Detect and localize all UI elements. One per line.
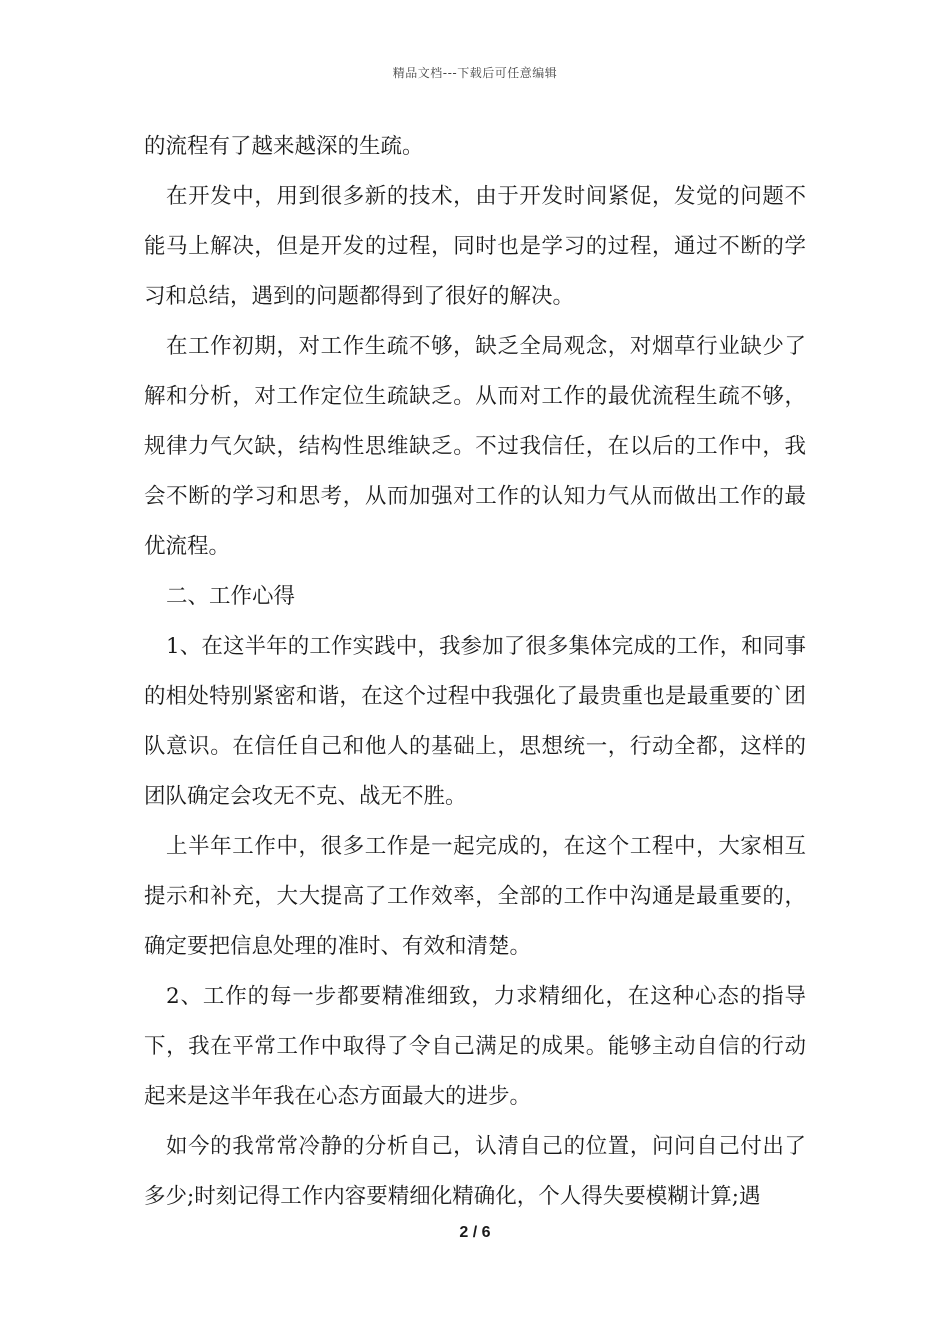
paragraph-3: 在工作初期，对工作生疏不够，缺乏全局观念，对烟草行业缺少了解和分析，对工作定位生疏缺乏。从而对工作的最优流程生疏不够，规律力气欠缺，结构性思维缺乏。不过我信任，在以后的工作中，我会不断的学习和思考，从而加强对工作的认知力气从而做出工作的最优流程。 (144, 334, 806, 559)
paragraph-6: 2、工作的每一步都要精准细致，力求精细化，在这种心态的指导下，我在平常工作中取得了令自己满足的成果。能够主动自信的行动起来是这半年我在心态方面最大的进步。 (144, 984, 806, 1109)
section-heading: 二、工作心得 (166, 584, 296, 609)
paragraph-1: 的流程有了越来越深的生疏。 (144, 134, 424, 159)
paragraph-4: 1、在这半年的工作实践中，我参加了很多集体完成的工作，和同事的相处特别紧密和谐，在这个过程中我强化了最贵重也是最重要的`团队意识。在信任自己和他人的基础上，思想统一，行动全都，这样的团队确定会攻无不克、战无不胜。 (144, 634, 806, 809)
page-header: 精品文档---下载后可任意编辑 (392, 66, 558, 80)
page-number: 2 / 6 (459, 1224, 491, 1241)
paragraph-7: 如今的我常常冷静的分析自己，认清自己的位置，问问自己付出了多少;时刻记得工作内容要精细化精确化，个人得失要模糊计算;遇 (144, 1134, 806, 1209)
paragraph-2: 在开发中，用到很多新的技术，由于开发时间紧促，发觉的问题不能马上解决，但是开发的过程，同时也是学习的过程，通过不断的学习和总结，遇到的问题都得到了很好的解决。 (144, 184, 806, 309)
document-body (144, 122, 806, 1222)
paragraph-5: 上半年工作中，很多工作是一起完成的，在这个工程中，大家相互提示和补充，大大提高了工作效率，全部的工作中沟通是最重要的，确定要把信息处理的准时、有效和清楚。 (144, 834, 806, 959)
